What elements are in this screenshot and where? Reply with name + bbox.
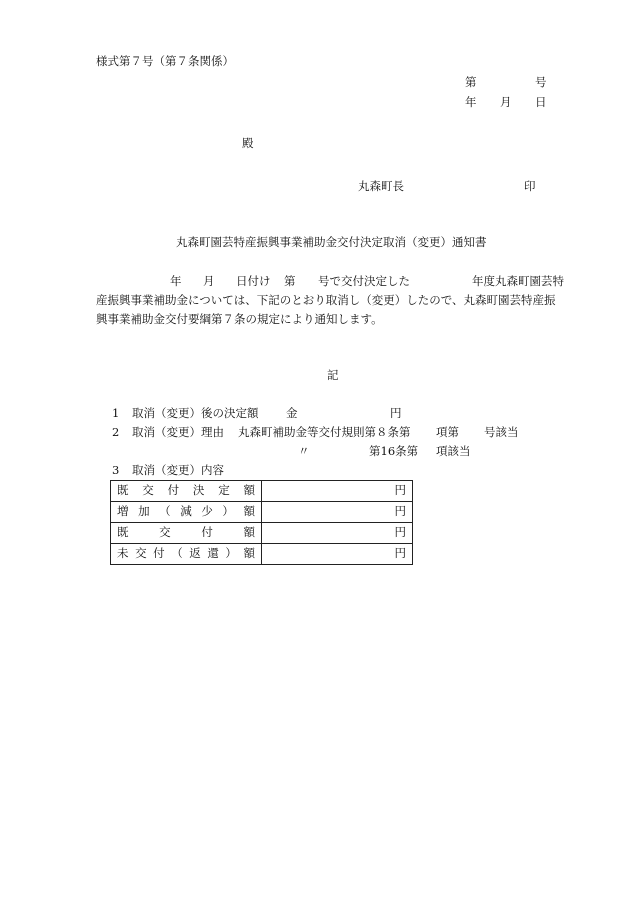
item-2-kou-applicable: 項該当 <box>436 444 471 458</box>
table-row-amount <box>262 481 413 502</box>
ki-heading: 記 <box>327 368 339 382</box>
table-row <box>111 502 413 523</box>
item-3-label: 取消（変更）内容 <box>132 463 224 477</box>
label-char: 付 <box>167 483 180 498</box>
table-row-label <box>111 544 262 565</box>
table-row <box>111 523 413 544</box>
body-no-suffix: 号で交付決定した <box>318 274 410 288</box>
yen-unit: 円 <box>394 546 406 561</box>
label-char: 定 <box>218 483 230 498</box>
label-char: ） <box>225 546 237 561</box>
addressee-honorific: 殿 <box>242 136 254 150</box>
item-1-number: 1 <box>112 406 120 420</box>
item-2-number: 2 <box>112 425 120 439</box>
table-row-label-text <box>117 548 255 560</box>
label-char: 額 <box>243 525 255 540</box>
table-row <box>111 481 413 502</box>
label-char: 加 <box>138 504 150 519</box>
item-1-yen: 円 <box>390 406 402 420</box>
body-year: 年 <box>170 274 182 288</box>
doc-no-prefix: 第 <box>465 75 477 89</box>
yen-unit: 円 <box>394 504 406 519</box>
table-row-amount <box>262 502 413 523</box>
item-2-label: 取消（変更）理由 <box>132 425 224 439</box>
table-row-label <box>111 502 262 523</box>
sender-title: 丸森町長 <box>358 179 404 193</box>
label-char: 額 <box>243 483 255 498</box>
document-title: 丸森町園芸特産振興事業補助金交付決定取消（変更）通知書 <box>176 235 487 249</box>
label-char: 増 <box>117 504 129 519</box>
table-row-label-text <box>117 506 255 518</box>
yen-unit: 円 <box>394 483 406 498</box>
label-char: （ <box>159 504 171 519</box>
label-char: 返 <box>189 546 201 561</box>
label-char: 既 <box>117 525 129 540</box>
item-2-gou: 号該当 <box>484 425 519 439</box>
item-2-ditto: 〃 <box>298 444 310 458</box>
item-3-number: 3 <box>112 463 120 477</box>
yen-unit: 円 <box>394 525 406 540</box>
table-row-label-text <box>117 527 255 539</box>
table-row-label <box>111 481 262 502</box>
sender-seal: 印 <box>524 179 536 193</box>
label-char: 交 <box>142 483 154 498</box>
table-row <box>111 544 413 565</box>
doc-no-suffix: 号 <box>535 75 547 89</box>
item-2-kou: 項第 <box>436 425 459 439</box>
label-char: 決 <box>192 483 205 498</box>
label-char: 額 <box>243 546 255 561</box>
label-char: 額 <box>243 504 255 519</box>
table-row-amount <box>262 523 413 544</box>
table-row-amount <box>262 544 413 565</box>
label-char: 付 <box>201 525 213 540</box>
label-char: 交 <box>135 546 147 561</box>
label-char: 減 <box>180 504 192 519</box>
date-year: 年 <box>465 95 477 109</box>
item-2-article16: 第16条第 <box>369 444 419 458</box>
date-month: 月 <box>500 95 512 109</box>
item-2-rule: 丸森町補助金等交付規則第８条第 <box>238 425 411 439</box>
body-fiscal-year: 年度丸森町園芸特 <box>472 274 564 288</box>
item-1-kin: 金 <box>286 406 298 420</box>
label-char: 交 <box>159 525 171 540</box>
date-day: 日 <box>535 95 547 109</box>
form-number: 様式第７号（第７条関係） <box>96 54 234 68</box>
label-char: 既 <box>117 483 129 498</box>
label-char: 付 <box>153 546 165 561</box>
label-char: 還 <box>207 546 219 561</box>
body-day: 日付け <box>236 274 271 288</box>
label-char: 未 <box>117 546 129 561</box>
table-row-label <box>111 523 262 544</box>
label-char: 少 <box>201 504 213 519</box>
detail-table <box>110 480 413 565</box>
body-month: 月 <box>203 274 215 288</box>
body-no: 第 <box>284 274 296 288</box>
body-line-3: 興事業補助金交付要綱第７条の規定により通知します。 <box>96 312 383 326</box>
body-line-2: 産振興事業補助金については、下記のとおり取消し（変更）したので、丸森町園芸特産振 <box>96 293 556 307</box>
label-char: ） <box>222 504 234 519</box>
item-1-label: 取消（変更）後の決定額 <box>132 406 259 420</box>
label-char: （ <box>171 546 183 561</box>
table-row-label-text <box>117 485 255 497</box>
